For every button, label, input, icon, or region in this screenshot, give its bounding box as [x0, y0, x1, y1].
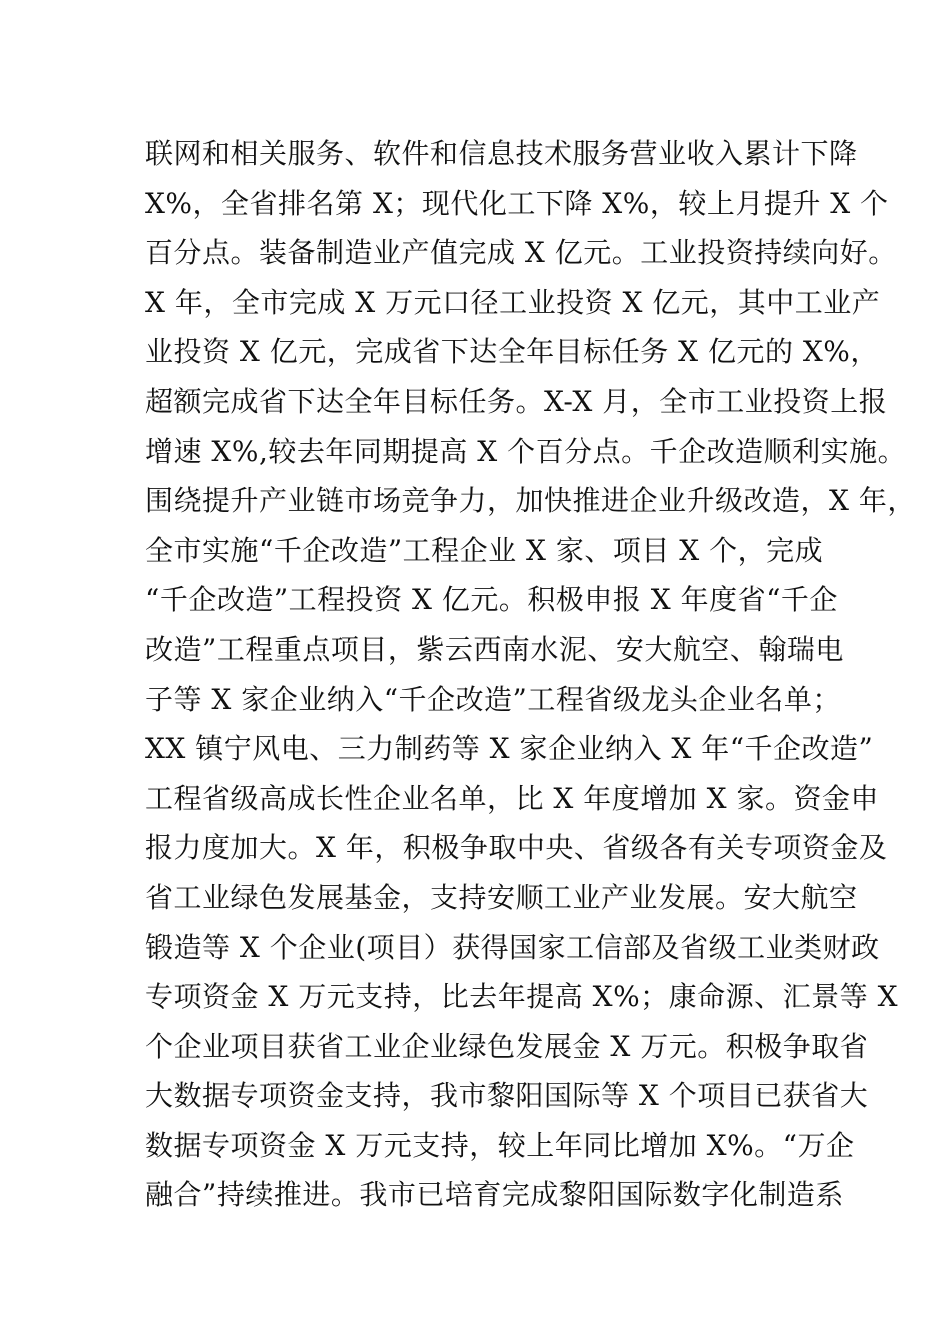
text-line: 超额完成省下达全年目标任务。X-X 月，全市工业投资上报 — [145, 384, 888, 418]
text-line: 联网和相关服务、软件和信息技术服务营业收入累计下降 — [145, 137, 858, 170]
text-line: 围绕提升产业链市场竞争力，加快推进企业升级改造，X 年， — [145, 484, 916, 518]
text-line: 大数据专项资金支持，我市黎阳国际等 X 个项目已获省大 — [145, 1079, 869, 1113]
text-line: 省工业绿色发展基金，支持安顺工业产业发展。安大航空 — [145, 880, 858, 914]
text-line: 报力度加大。X 年，积极争取中央、省级各有关专项资金及 — [145, 831, 888, 865]
text-line: 百分点。装备制造业产值完成 X 亿元。工业投资持续向好。 — [145, 236, 897, 270]
text-line: 工程省级高成长性企业名单，比 X 年度增加 X 家。资金申 — [145, 781, 879, 815]
text-line: 改造”工程重点项目，紫云西南水泥、安大航空、翰瑞电 — [145, 632, 844, 666]
text-line: 融合”持续推进。我市已培育完成黎阳国际数字化制造系 — [145, 1178, 844, 1212]
text-line: 全市实施“千企改造”工程企业 X 家、项目 X 个，完成 — [145, 533, 824, 567]
text-line: X%，全省排名第 X；现代化工下降 X%，较上月提升 X 个 — [145, 186, 889, 220]
text-line: X 年，全市完成 X 万元口径工业投资 X 亿元，其中工业产 — [145, 285, 881, 319]
text-line: 专项资金 X 万元支持，比去年提高 X%；康命源、汇景等 X — [145, 980, 899, 1014]
text-line: 个企业项目获省工业企业绿色发展金 X 万元。积极争取省 — [145, 1029, 869, 1063]
text-line: 数据专项资金 X 万元支持，较上年同比增加 X%。“万企 — [145, 1128, 855, 1162]
text-line: “千企改造”工程投资 X 亿元。积极申报 X 年度省“千企 — [145, 583, 838, 617]
body-text — [145, 129, 916, 1220]
text-line: 锻造等 X 个企业(项目）获得国家工信部及省级工业类财政 — [145, 930, 880, 964]
text-line: 增速 X%,较去年同期提高 X 个百分点。千企改造顺利实施。 — [145, 434, 907, 468]
text-line: 子等 X 家企业纳入“千企改造”工程省级龙头企业名单； — [145, 682, 841, 716]
text-line: XX 镇宁风电、三力制药等 X 家企业纳入 X 年“千企改造” — [145, 732, 874, 766]
text-line: 业投资 X 亿元，完成省下达全年目标任务 X 亿元的 X%， — [145, 335, 879, 369]
